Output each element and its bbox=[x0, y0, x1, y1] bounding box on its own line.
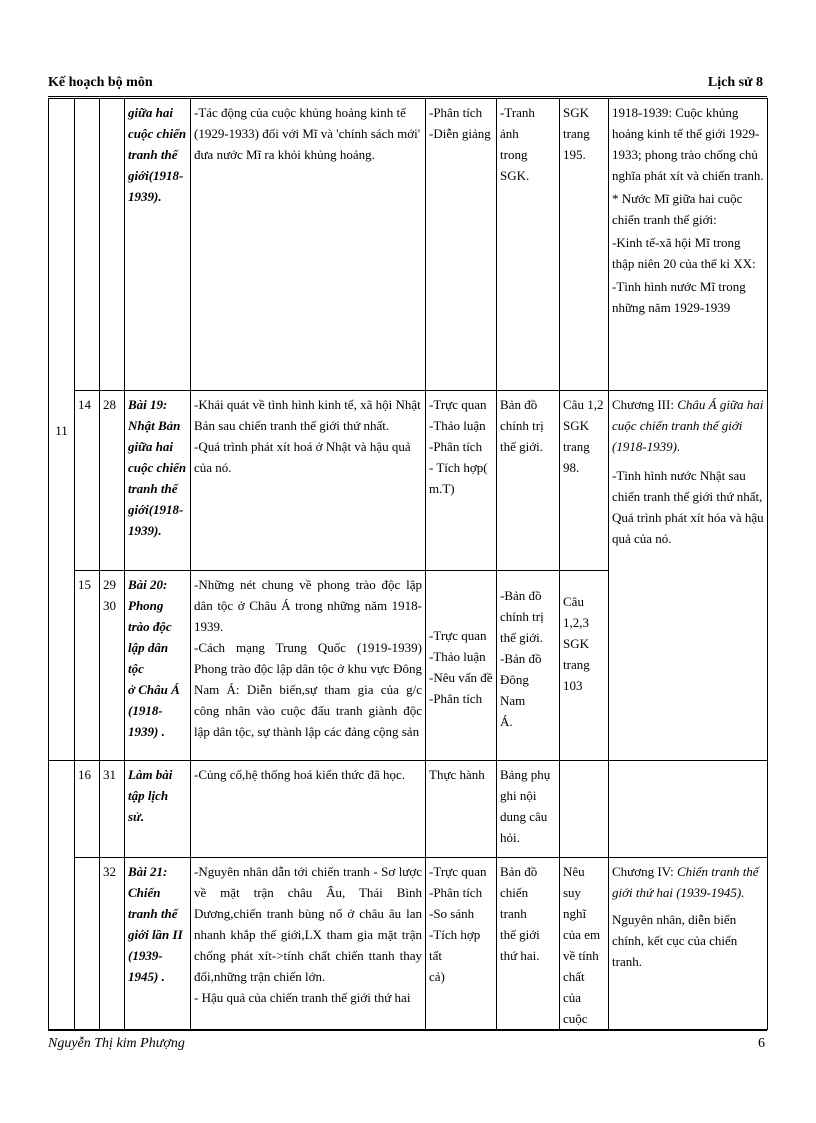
lesson-cell bbox=[100, 99, 125, 391]
lesson-title-cell: Bài 19: Nhật Bản giữa hai cuộc chiến tranh thế giới(1918- 1939). bbox=[125, 391, 191, 571]
method-cell: -Trực quan -Thảo luận -Phân tích - Tích hợp( m.T) bbox=[426, 391, 497, 571]
method-cell: -Trực quan -Phân tích -So sánh -Tích hợp tất cả) bbox=[426, 858, 497, 1030]
notes-cell: Chương III: Châu Á giữa hai cuộc chiến tranh thế giới (1918-1939). -Tình hình nước Nhật sau chiến tranh thế giới thứ nhất, Quá trình phát xít hóa và hậu quả của nó. bbox=[609, 391, 768, 761]
header-rule bbox=[48, 96, 767, 97]
lesson-title-cell: giữa hai cuộc chiến tranh thế giới(1918- 1939). bbox=[125, 99, 191, 391]
header-subject: Lịch sử 8 bbox=[707, 75, 763, 90]
footer-author: Nguyễn Thị kim Phượng bbox=[48, 1036, 185, 1051]
lesson-title-cell: Bài 20: Phong trào độc lập dân tộc ở Châu Á (1918- 1939) . bbox=[125, 571, 191, 761]
week-cell: 14 bbox=[75, 391, 100, 571]
aids-cell: Bảng phụ ghi nội dung câu hỏi. bbox=[497, 761, 560, 858]
notes-cell bbox=[609, 761, 768, 858]
week-cell: 15 bbox=[75, 571, 100, 761]
page-header bbox=[48, 75, 763, 95]
table-row bbox=[49, 391, 768, 571]
content-cell: -Củng cố,hệ thống hoá kiến thức đã học. bbox=[191, 761, 426, 858]
page-footer bbox=[48, 1036, 767, 1052]
lesson-plan-table bbox=[48, 98, 768, 1030]
page-number: 6 bbox=[758, 1036, 765, 1051]
table-row bbox=[49, 99, 768, 391]
header-subject-plan: Kế hoạch bộ môn bbox=[48, 75, 153, 90]
aids-cell: -Bản đồ chính trị thế giới. -Bản đồ Đông Nam Á. bbox=[497, 571, 560, 761]
lesson-title-cell: Bài 21: Chiến tranh thế giới lần II (1939- 1945) . bbox=[125, 858, 191, 1030]
content-cell: -Những nét chung về phong trào độc lập dân tộc ở Châu Á trong những năm 1918-1939. -Cách mạng Trung Quốc (1919-1939) Phong trào độc lập dân tộc ở khu vực Đông Nam Á: Diễn biến,sự tham gia của g/c công nhân vào cuộc đấu tranh giành độc lập dân tộc, sự thành lập các đảng cộng sản bbox=[191, 571, 426, 761]
footer-rule bbox=[48, 1030, 767, 1031]
week-cell bbox=[75, 99, 100, 391]
exercise-cell: Câu 1,2,3 SGK trang 103 bbox=[560, 571, 609, 761]
week-cell: 16 bbox=[75, 761, 100, 858]
aids-cell: -Tranh ảnh trong SGK. bbox=[497, 99, 560, 391]
lesson-cell: 29 30 bbox=[100, 571, 125, 761]
content-cell: -Nguyên nhân dẫn tới chiến tranh - Sơ lược về mặt trận châu Âu, Thái Bình Dương,chiến tranh bùng nổ ở châu âu lan nhanh khắp thế giới,LX tham gia mặt trận chống phát xít->tính chất chiến ttanh thay đổi,những trận chiến lớn. - Hậu quả của chiến tranh thế giới thứ hai bbox=[191, 858, 426, 1030]
method-cell: Thực hành bbox=[426, 761, 497, 858]
lesson-cell: 31 bbox=[100, 761, 125, 858]
exercise-cell bbox=[560, 761, 609, 858]
content-cell: -Khái quát về tình hình kinh tế, xã hội Nhật Bản sau chiến tranh thế giới thứ nhất. -Quá trình phát xít hoá ở Nhật và hậu quả của nó. bbox=[191, 391, 426, 571]
month-cell bbox=[49, 761, 75, 1030]
notes-cell: 1918-1939: Cuộc khủng hoảng kinh tế thế giới 1929-1933; phong trào chống chủ nghĩa phát xít và chiến tranh. * Nước Mĩ giữa hai cuộc chiến tranh thế giới: -Kinh tế-xã hội Mĩ trong thập niên 20 của thế kỉ XX: -Tình hình nước Mĩ trong những năm 1929-1939 bbox=[609, 99, 768, 391]
exercise-cell: Câu 1,2 SGK trang 98. bbox=[560, 391, 609, 571]
content-cell: -Tác động của cuộc khủng hoảng kinh tế (1929-1933) đối với Mĩ và 'chính sách mới' đưa nước Mĩ ra khỏi khủng hoảng. bbox=[191, 99, 426, 391]
method-cell: -Trực quan -Thảo luận -Nêu vấn đề -Phân tích bbox=[426, 571, 497, 761]
aids-cell: Bản đồ chính trị thế giới. bbox=[497, 391, 560, 571]
table-row bbox=[49, 858, 768, 1030]
lesson-cell: 32 bbox=[100, 858, 125, 1030]
month-cell: 11 bbox=[49, 99, 75, 761]
table-row bbox=[49, 761, 768, 858]
exercise-cell: SGK trang 195. bbox=[560, 99, 609, 391]
notes-cell: Chương IV: Chiến tranh thế giới thứ hai (1939-1945). Nguyên nhân, diễn biến chính, kết cục của chiến tranh. bbox=[609, 858, 768, 1030]
exercise-cell: Nêu suy nghĩ của em về tính chất của cuộc bbox=[560, 858, 609, 1030]
lesson-cell: 28 bbox=[100, 391, 125, 571]
week-cell bbox=[75, 858, 100, 1030]
aids-cell: Bản đồ chiến tranh thế giới thứ hai. bbox=[497, 858, 560, 1030]
lesson-title-cell: Làm bài tập lịch sử. bbox=[125, 761, 191, 858]
method-cell: -Phân tích -Diễn giảng bbox=[426, 99, 497, 391]
